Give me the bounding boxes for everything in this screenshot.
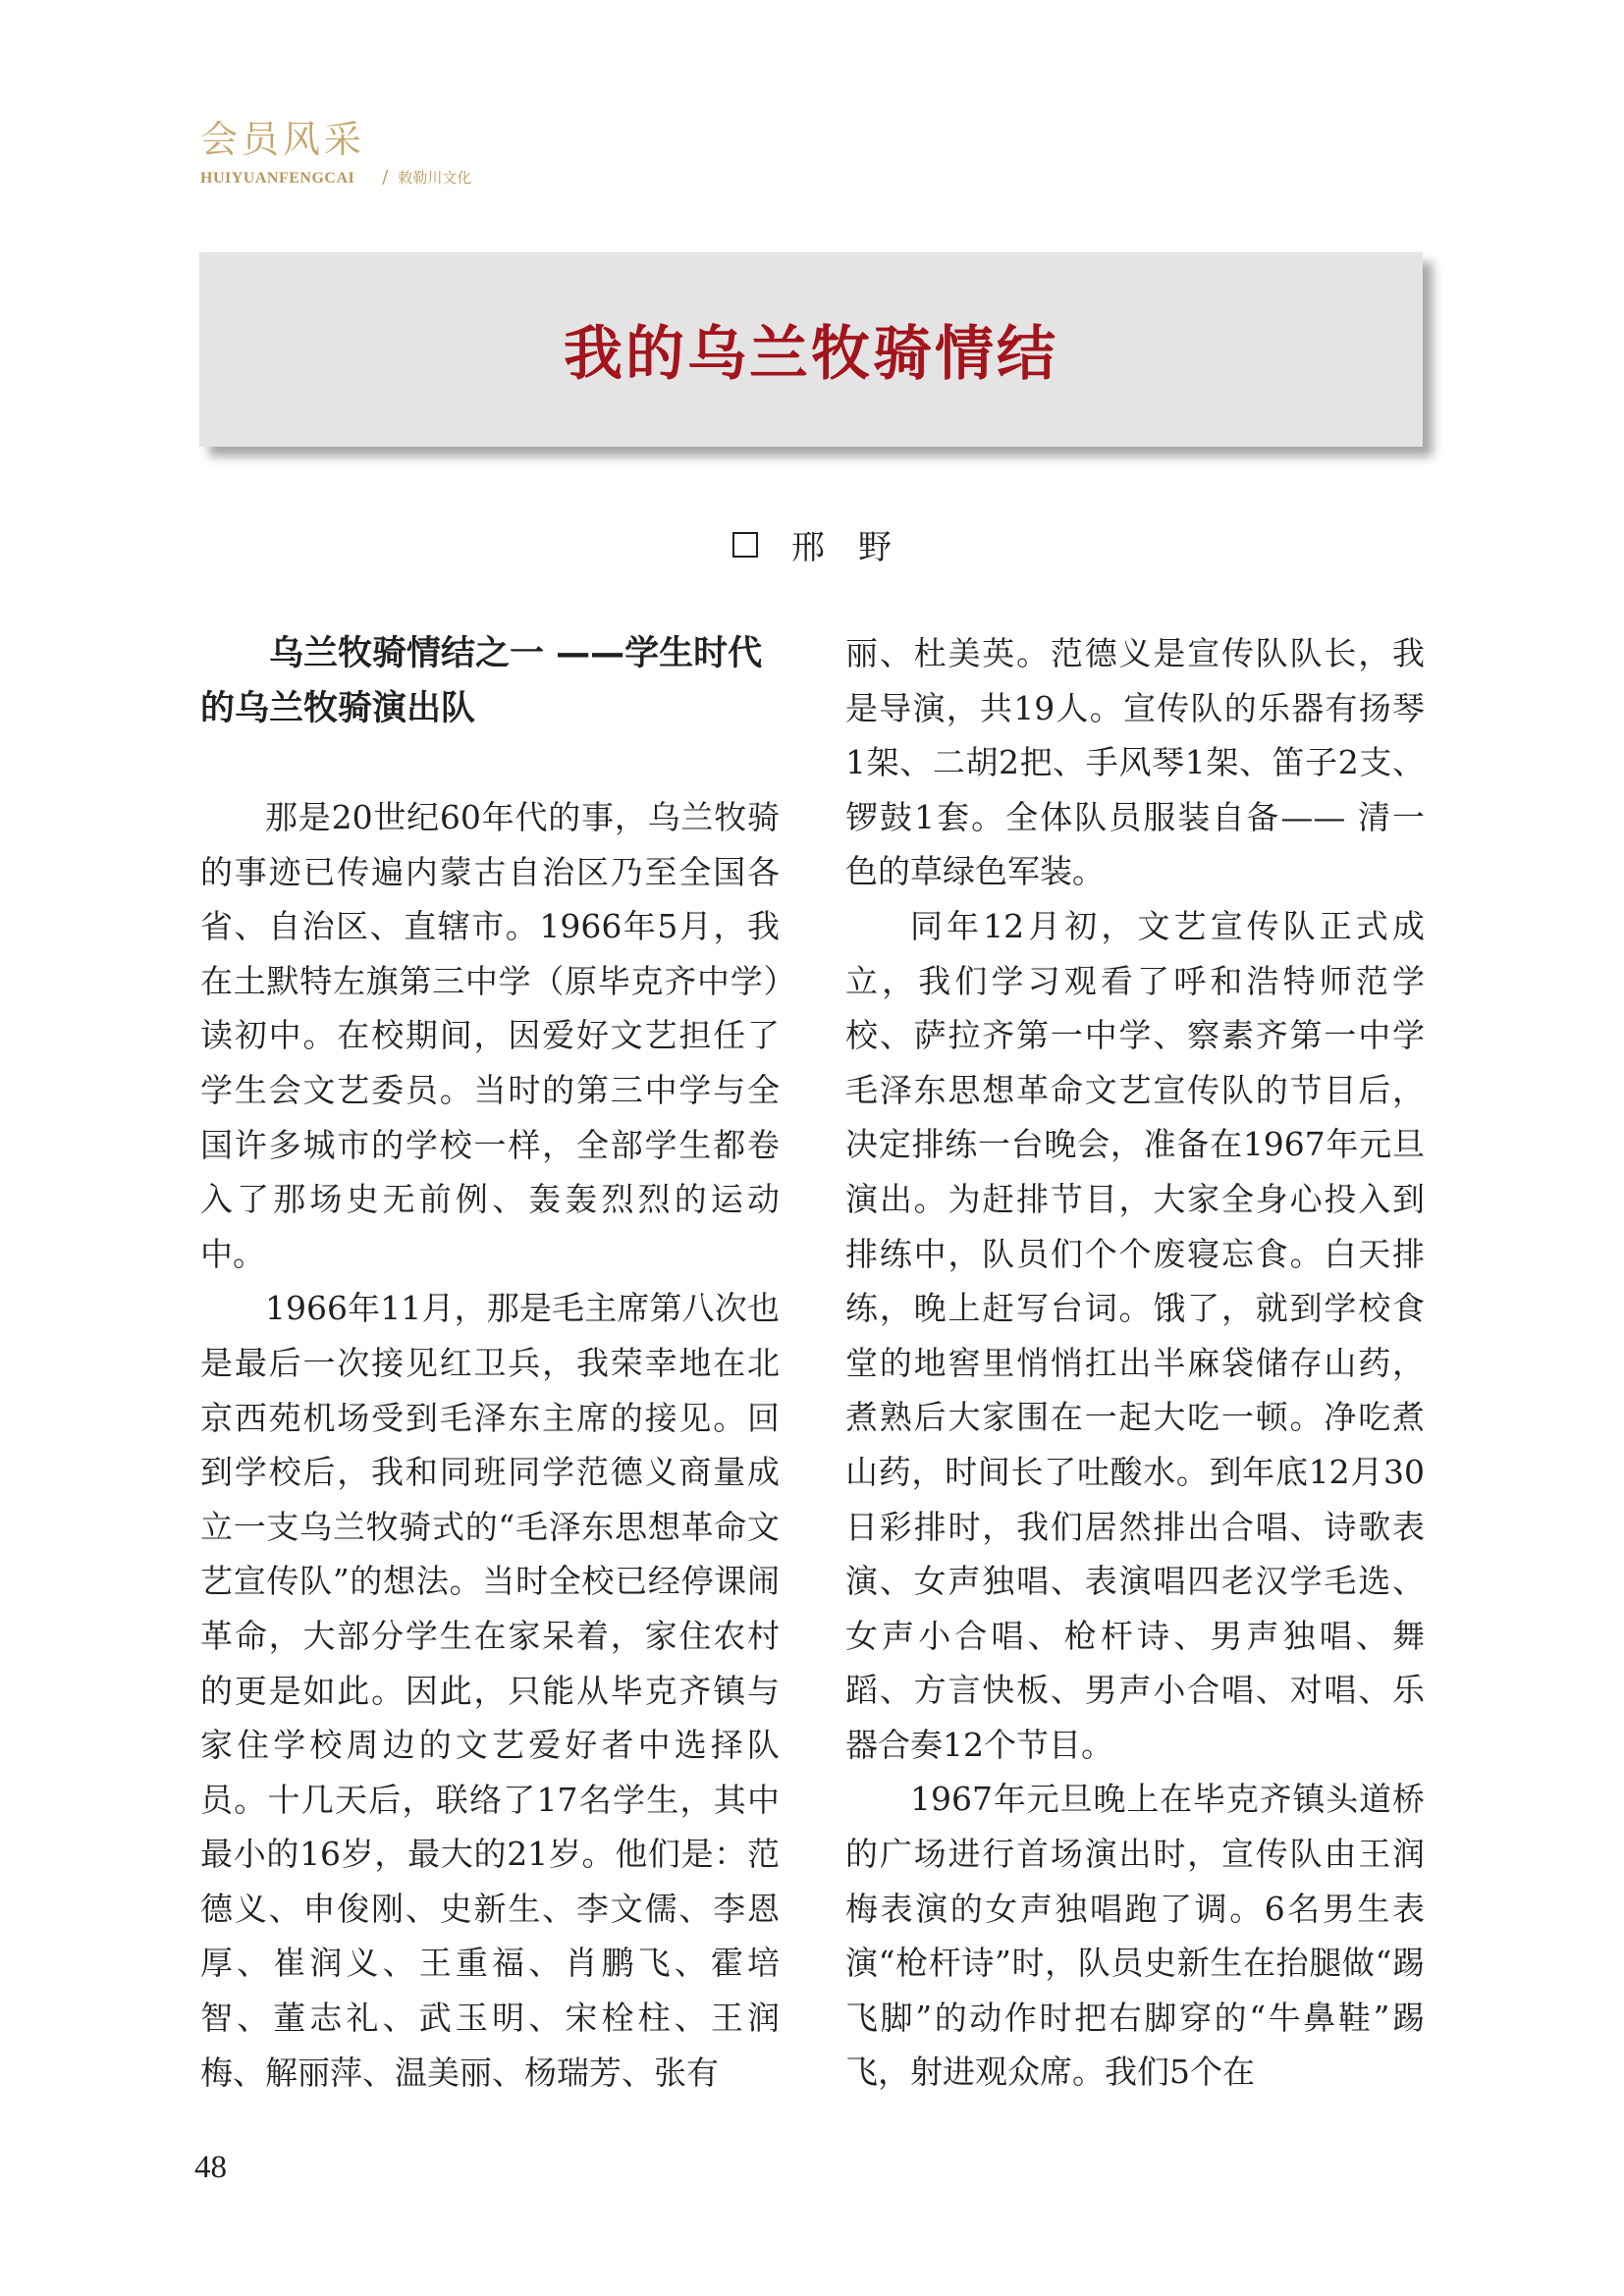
paragraph: 那是20世纪60年代的事，乌兰牧骑的事迹已传遍内蒙古自治区乃至全国各省、自治区、直辖市。1966年5月，我在土默特左旗第三中学（原毕克齐中学）读初中。在校期间，因爱好文艺担任了学生会文艺委员。当时的第三中学与全国许多城市的学校一样，全部学生都卷入了那场史无前例、轰轰烈烈的运动中。 [200, 798, 780, 1273]
title-banner [199, 252, 1423, 447]
paragraph: 1966年11月，那是毛主席第八次也是最后一次接见红卫兵，我荣幸地在北京西苑机场受到毛泽东主席的接见。回到学校后，我和同班同学范德义商量成立一支乌兰牧骑式的“毛泽东思想革命文艺宣传队”的想法。当时全校已经停课闹革命，大部分学生在家呆着，家住农村的更是如此。因此，只能从毕克齐镇与家住学校周边的文艺爱好者中选择队员。十几天后，联络了17名学生，其中最小的16岁，最大的21岁。他们是：范德义、申俊刚、史新生、李文儒、李恩厚、崔润义、王重福、肖鹏飞、霍培智、董志礼、武玉明、宋栓柱、王润梅、解丽萍、温美丽、杨瑞芳、张有 [200, 1289, 780, 2092]
left-column [200, 626, 780, 2100]
page-number: 48 [194, 2150, 227, 2185]
right-column [845, 626, 1425, 2100]
article-subheading: 乌兰牧骑情结之一 ——学生时代的乌兰牧骑演出队 [200, 634, 763, 728]
section-header [200, 116, 471, 187]
section-divider: / [382, 167, 389, 187]
section-pinyin: HUIYUANFENGCAI [200, 170, 355, 187]
article-title: 我的乌兰牧骑情结 [564, 320, 1058, 389]
byline [0, 520, 1624, 568]
section-subtitle [200, 167, 471, 187]
publication-name: 敕勒川文化 [398, 169, 472, 187]
paragraph: 1967年元旦晚上在毕克齐镇头道桥的广场进行首场演出时，宣传队由王润梅表演的女声独唱跑了调。6名男生表演“枪杆诗”时，队员史新生在抬腿做“踢飞脚”的动作时把右脚穿的“牛鼻鞋”踢飞，射进观众席。我们5个在 [845, 1780, 1425, 2092]
paragraph: 同年12月初，文艺宣传队正式成立，我们学习观看了呼和浩特师范学校、萨拉齐第一中学、察素齐第一中学毛泽东思想革命文艺宣传队的节目后，决定排练一台晚会，准备在1967年元旦演出。为赶排节目，大家全身心投入到排练中，队员们个个废寝忘食。白天排练，晚上赶写台词。饿了，就到学校食堂的地窖里悄悄扛出半麻袋储存山药，煮熟后大家围在一起大吃一顿。净吃煮山药，时间长了吐酸水。到年底12月30日彩排时，我们居然排出合唱、诗歌表演、女声独唱、表演唱四老汉学毛选、女声小合唱、枪杆诗、男声独唱、舞蹈、方言快板、男声小合唱、对唱、乐器合奏12个节目。 [845, 906, 1425, 1764]
author-name: 邢野 [791, 528, 925, 567]
byline-box-icon [732, 532, 758, 558]
section-title: 会员风采 [200, 118, 366, 161]
paragraph-continuation: 丽、杜美英。范德义是宣传队队长，我是导演，共19人。宣传队的乐器有扬琴1架、二胡2把、手风琴1架、笛子2支、锣鼓1套。全体队员服装自备—— 清一色的草绿色军装。 [845, 634, 1425, 891]
